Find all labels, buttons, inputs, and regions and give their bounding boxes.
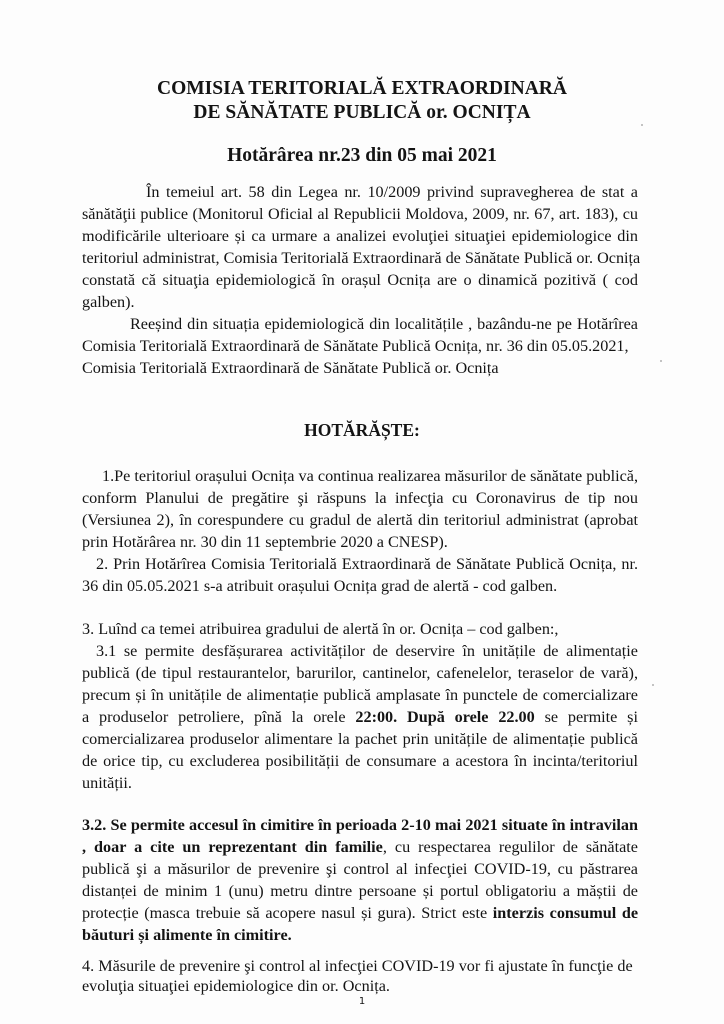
point3-2-line: 3.2. Se permite accesul în cimitire în perioada 2-10 mai 2021 situate în intravilan [82, 816, 638, 834]
point4-line: 4. Măsurile de prevenire şi control al infecţiei COVID-19 vor fi ajustate în funcţie de [82, 957, 633, 975]
commission-title-line1: COMISIA TERITORIALĂ EXTRAORDINARĂ [157, 78, 567, 99]
point3-1-line: de orice tip, cu excluderea posibilității de consumare a acestora în incinta/teritoriul [82, 752, 638, 770]
bold-time-text: 22:00. După orele 22.00 [355, 708, 535, 726]
text-segment: a produselor petroliere, pînă la orele [82, 708, 356, 726]
point3-1-line: comercializarea produselor alimentare la pachet prin unitățile de alimentație publică [82, 730, 638, 748]
scan-speck [652, 684, 654, 686]
point3-1-line: precum și în unitățile de alimentație publică amplasate în punctele de comercializare [82, 686, 638, 704]
scan-speck [641, 124, 643, 126]
bold-text: , doar a cite un reprezentant din familie [82, 838, 383, 856]
point1-line: prin Hotărârea nr. 30 din 11 septembrie 2020 a CNESP). [82, 533, 448, 551]
preamble-line: În temeiul art. 58 din Legea nr. 10/2009 privind supravegherea de stat a [146, 183, 638, 201]
text-segment: protecție (masca trebuie să acopere nasul și gura). Strict este [82, 904, 493, 922]
bold-text: interzis consumul de [492, 904, 639, 922]
point3-1-line [82, 707, 638, 727]
point3-1-line: publică (de tipul restaurantelor, barurilor, cantinelor, cafenelelor, teraselor de vară), [82, 664, 638, 682]
point3-1-line: 3.1 se permite desfășurarea activităților de deservire în unitățile de alimentație [96, 642, 638, 660]
decision-title: Hotărârea nr.23 din 05 mai 2021 [227, 145, 497, 166]
point3-2-line: publică şi a măsurilor de prevenire şi control al infecţiei COVID-19, cu păstrarea [82, 860, 638, 878]
point1-line: (Versiunea 2), în corespundere cu gradul de alertă din teritoriul administrat (aprobat [82, 511, 638, 529]
point1-line: 1.Pe teritoriul orașului Ocnița va continua realizarea măsurilor de sănătate publică, [102, 467, 638, 485]
preamble-line: galben). [82, 293, 135, 311]
page-number: 1 [358, 996, 366, 1007]
decides-heading: HOTĂRĂȘTE: [304, 420, 420, 440]
text-segment: se permite și [534, 708, 638, 726]
preamble-line: sănătăţii publice (Monitorul Oficial al Republicii Moldova, 2009, nr. 67, art. 183), cu [82, 205, 638, 223]
point4-line: evoluţia situaţiei epidemiologice din or. Ocnița. [82, 977, 390, 995]
point3-2-line: băuturi și alimente în cimitire. [82, 926, 292, 944]
point2-line: 2. Prin Hotărîrea Comisia Teritorială Extraordinară de Sănătate Publică Ocnița, nr. [96, 555, 638, 573]
preamble2-line: Comisia Teritorială Extraordinară de Sănătate Publică Ocnița, nr. 36 din 05.05.2021, [82, 337, 629, 355]
commission-title-line2: DE SĂNĂTATE PUBLICĂ or. OCNIȚA [193, 102, 531, 123]
preamble2-line: Reeșind din situația epidemiologică din localitățile , bazându-ne pe Hotărîrea [130, 315, 638, 333]
point3-intro: 3. Luînd ca temei atribuirea gradului de alertă în or. Ocnița – cod galben:, [82, 620, 559, 638]
text-segment: , cu respectarea regulilor de sănătate [382, 838, 638, 856]
preamble-line: constată că situaţia epidemiologică în orașul Ocnița are o dinamică pozitivă ( cod [82, 271, 638, 289]
point3-2-line [82, 837, 638, 857]
point1-line: conform Planului de pregătire şi răspuns la infecţia cu Coronavirus de tip nou [82, 489, 638, 507]
preamble-line: modificările ulterioare și ca urmare a analizei evoluţiei situaţiei epidemiologice din [82, 227, 638, 245]
point3-1-line: unității. [82, 774, 132, 792]
point3-2-line: distanței de minim 1 (unu) metru dintre persoane și portul obligatoriu a măștii de [82, 882, 638, 900]
preamble2-line: Comisia Teritorială Extraordinară de Sănătate Publică or. Ocnița [82, 359, 499, 377]
point2-line: 36 din 05.05.2021 s-a atribuit orașului Ocnița grad de alertă - cod galben. [82, 577, 558, 595]
preamble-line: teritoriul administrat, Comisia Teritorială Extraordinară de Sănătate Publică or. Ocnița [82, 249, 641, 267]
point3-2-line [82, 903, 638, 923]
scan-speck [660, 360, 662, 362]
